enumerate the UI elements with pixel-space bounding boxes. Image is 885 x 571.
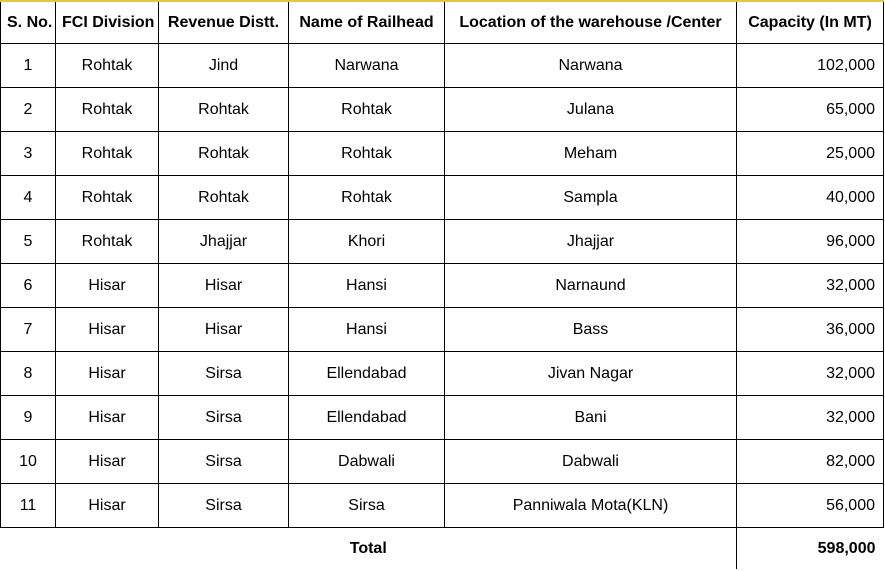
cell-fci-division: Rohtak [56, 132, 159, 176]
cell-fci-division: Hisar [56, 352, 159, 396]
cell-railhead: Hansi [289, 308, 445, 352]
cell-fci-division: Hisar [56, 396, 159, 440]
header-s-no: S. No. [1, 1, 56, 44]
cell-fci-division: Rohtak [56, 44, 159, 88]
cell-s-no: 6 [1, 264, 56, 308]
table-row [1, 352, 884, 396]
cell-revenue-distt: Rohtak [159, 132, 289, 176]
cell-s-no: 3 [1, 132, 56, 176]
table-row [1, 484, 884, 528]
cell-location: Meham [445, 132, 737, 176]
cell-fci-division: Hisar [56, 440, 159, 484]
cell-railhead: Ellendabad [289, 396, 445, 440]
cell-capacity: 32,000 [737, 264, 884, 308]
cell-capacity: 96,000 [737, 220, 884, 264]
total-row [1, 528, 884, 570]
cell-location: Narwana [445, 44, 737, 88]
cell-fci-division: Hisar [56, 264, 159, 308]
cell-revenue-distt: Hisar [159, 308, 289, 352]
table-row [1, 44, 884, 88]
cell-railhead: Ellendabad [289, 352, 445, 396]
cell-s-no: 5 [1, 220, 56, 264]
cell-location: Bani [445, 396, 737, 440]
cell-capacity: 32,000 [737, 396, 884, 440]
cell-capacity: 36,000 [737, 308, 884, 352]
table-row [1, 132, 884, 176]
table-row [1, 264, 884, 308]
cell-s-no: 2 [1, 88, 56, 132]
cell-revenue-distt: Hisar [159, 264, 289, 308]
table-row [1, 396, 884, 440]
header-location: Location of the warehouse /Center [445, 1, 737, 44]
header-capacity: Capacity (In MT) [737, 1, 884, 44]
cell-s-no: 11 [1, 484, 56, 528]
table-row [1, 220, 884, 264]
cell-revenue-distt: Rohtak [159, 88, 289, 132]
header-fci-division: FCI Division [56, 1, 159, 44]
cell-capacity: 25,000 [737, 132, 884, 176]
cell-revenue-distt: Rohtak [159, 176, 289, 220]
cell-revenue-distt: Jind [159, 44, 289, 88]
table-row [1, 440, 884, 484]
cell-s-no: 4 [1, 176, 56, 220]
cell-railhead: Rohtak [289, 176, 445, 220]
cell-location: Sampla [445, 176, 737, 220]
table-row [1, 308, 884, 352]
cell-railhead: Sirsa [289, 484, 445, 528]
cell-s-no: 8 [1, 352, 56, 396]
cell-capacity: 40,000 [737, 176, 884, 220]
cell-revenue-distt: Sirsa [159, 352, 289, 396]
cell-s-no: 1 [1, 44, 56, 88]
cell-fci-division: Hisar [56, 484, 159, 528]
cell-capacity: 56,000 [737, 484, 884, 528]
cell-revenue-distt: Jhajjar [159, 220, 289, 264]
cell-location: Jhajjar [445, 220, 737, 264]
cell-capacity: 32,000 [737, 352, 884, 396]
cell-location: Panniwala Mota(KLN) [445, 484, 737, 528]
cell-location: Narnaund [445, 264, 737, 308]
cell-fci-division: Rohtak [56, 176, 159, 220]
cell-fci-division: Hisar [56, 308, 159, 352]
cell-capacity: 82,000 [737, 440, 884, 484]
cell-location: Julana [445, 88, 737, 132]
cell-fci-division: Rohtak [56, 88, 159, 132]
cell-location: Bass [445, 308, 737, 352]
cell-railhead: Rohtak [289, 88, 445, 132]
table-header-row [1, 1, 884, 44]
cell-location: Jivan Nagar [445, 352, 737, 396]
table-row [1, 176, 884, 220]
cell-railhead: Rohtak [289, 132, 445, 176]
cell-fci-division: Rohtak [56, 220, 159, 264]
cell-revenue-distt: Sirsa [159, 396, 289, 440]
table-row [1, 88, 884, 132]
cell-location: Dabwali [445, 440, 737, 484]
cell-revenue-distt: Sirsa [159, 484, 289, 528]
cell-capacity: 102,000 [737, 44, 884, 88]
cell-railhead: Khori [289, 220, 445, 264]
cell-railhead: Dabwali [289, 440, 445, 484]
cell-s-no: 10 [1, 440, 56, 484]
cell-railhead: Hansi [289, 264, 445, 308]
cell-capacity: 65,000 [737, 88, 884, 132]
header-revenue-distt: Revenue Distt. [159, 1, 289, 44]
total-value: 598,000 [737, 528, 884, 570]
cell-s-no: 7 [1, 308, 56, 352]
cell-railhead: Narwana [289, 44, 445, 88]
header-railhead: Name of Railhead [289, 1, 445, 44]
cell-s-no: 9 [1, 396, 56, 440]
total-label: Total [1, 528, 737, 570]
cell-revenue-distt: Sirsa [159, 440, 289, 484]
